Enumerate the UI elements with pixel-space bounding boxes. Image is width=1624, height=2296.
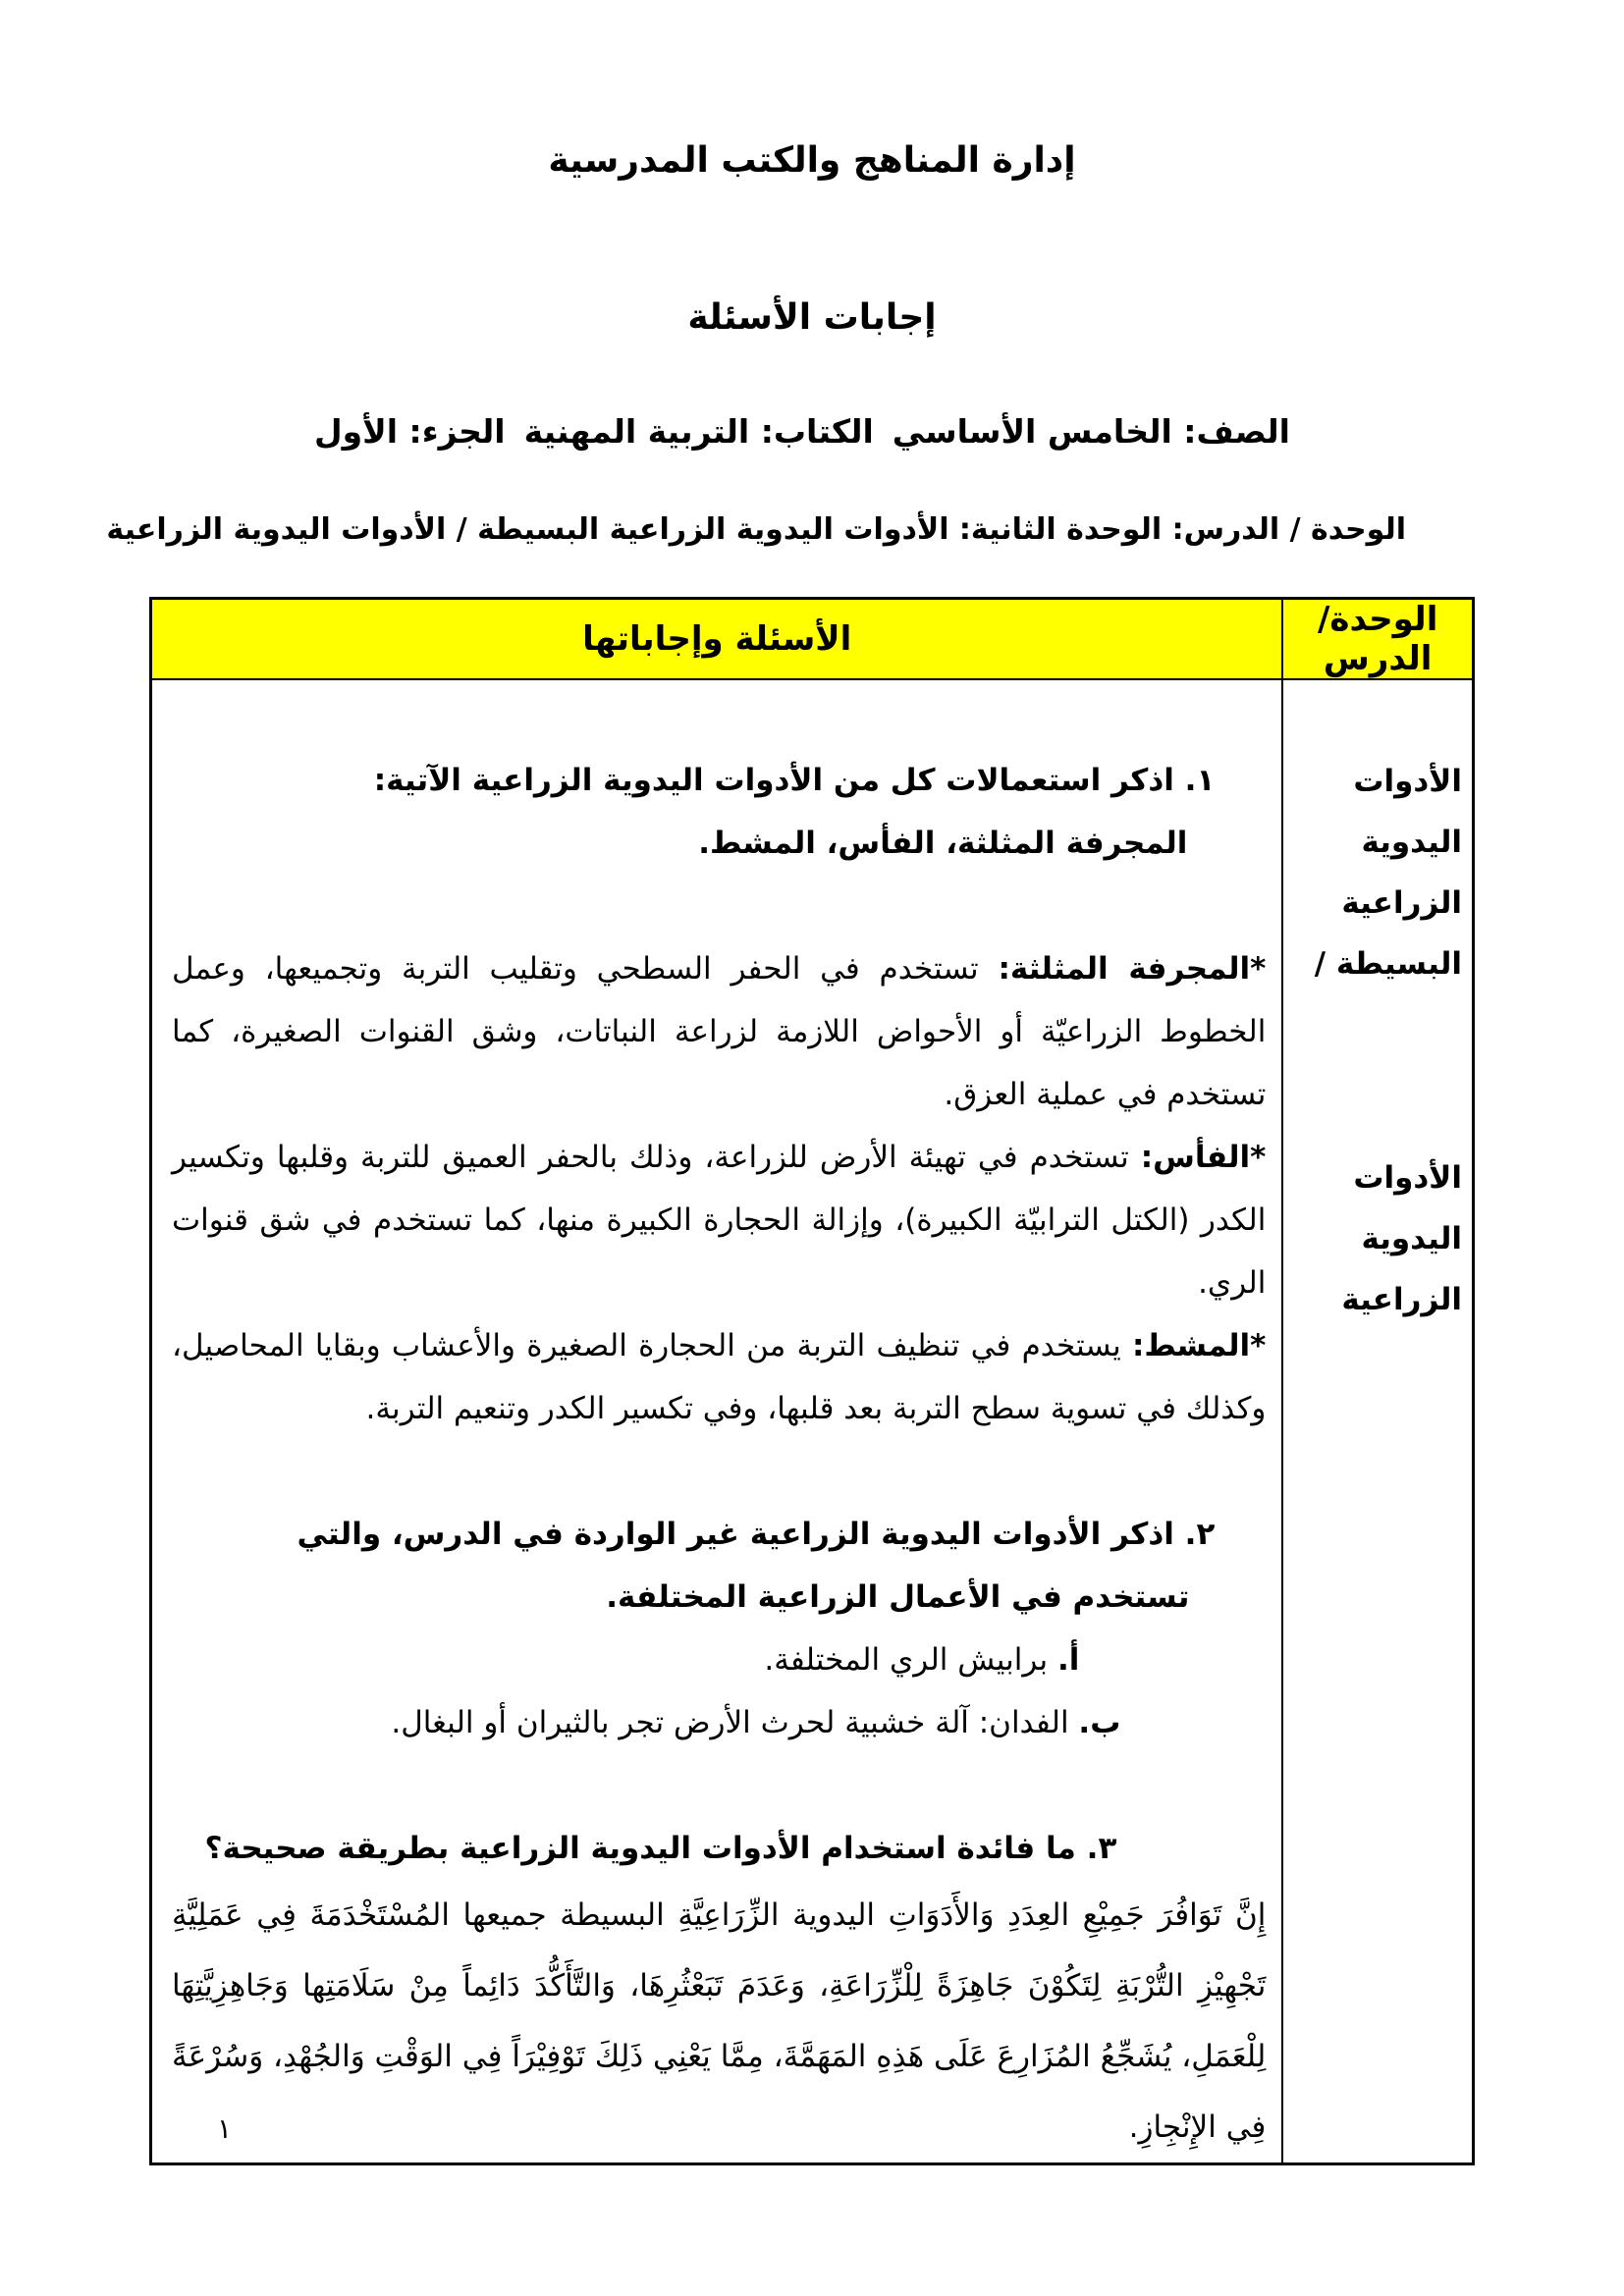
header-cell-questions: الأسئلة وإجاباتها: [151, 599, 1283, 680]
answer-text: تستخدم في الحفر السطحي وتقليب التربة وتجميعها، وعمل الخطوط الزراعيّة أو الأحواض اللازمة لزراعة النباتات، وشق القنوات الصغيرة، كما تستخدم في عملية العزق.: [172, 951, 1267, 1112]
unit-word: الزراعية: [1341, 885, 1462, 921]
questions-answers-table: [149, 597, 1475, 2165]
unit-cell-gap: [1289, 994, 1462, 1148]
unit-word: اليدوية: [1361, 1221, 1462, 1256]
meta-row: [314, 412, 1290, 451]
unit-word: اليدوية: [1361, 825, 1462, 860]
unit-word: الأدوات: [1353, 1160, 1462, 1196]
meta-part: الجزء: الأول: [314, 412, 506, 451]
table-body-row: [151, 679, 1474, 2164]
document-subtitle: إجابات الأسئلة: [687, 297, 937, 338]
unit-word: الزراعية: [1341, 1282, 1462, 1317]
header-cell-unit-lesson: الوحدة/الدرس: [1282, 599, 1473, 680]
page-number: ١: [216, 2112, 232, 2145]
answer-lead: *المشط:: [1131, 1328, 1267, 1363]
unit-word: البسيطة /: [1314, 946, 1462, 982]
answer-1-axe: [172, 1126, 1266, 1314]
unit-lesson-line: الوحدة / الدرس: الوحدة الثانية: الأدوات اليدوية الزراعية البسيطة / الأدوات اليدوية الزراعية: [106, 512, 1406, 547]
spacer: [172, 1440, 1266, 1503]
spacer: [172, 1754, 1266, 1817]
unit-word: الأدوات: [1353, 764, 1462, 799]
answer-1-rake: [172, 1314, 1266, 1440]
answer-lead: *الفأس:: [1140, 1140, 1267, 1175]
document-title: إدارة المناهج والكتب المدرسية: [548, 140, 1076, 181]
answer-text: يستخدم في تنظيف التربة من الحجارة الصغيرة والأعشاب وبقايا المحاصيل، وكذلك في تسوية سطح التربة بعد قلبها، وفي تكسير الكدر وتنعيم التربة.: [172, 1328, 1267, 1426]
question-1: ١. اذكر استعمالات كل من الأدوات اليدوية الزراعية الآتية:: [373, 763, 1216, 798]
questions-answers-cell: [151, 679, 1283, 2164]
question-1-tools-line: المجرفة المثلثة، الفأس، المشط.: [698, 826, 1188, 861]
spacer: [172, 875, 1266, 937]
meta-book: الكتاب: التربية المهنية: [523, 412, 874, 451]
answer-3-paragraph: إِنَّ تَوَافُرَ جَمِيْعِ العِدَدِ وَالأَدَوَاتِ اليدوية الزِّرَاعِيَّةِ البسيطة جميعها المُسْتَخْدَمَةَ فِي عَمَلِيَّةِ تَجْهِيْزِ التُّرْبَةِ لِتَكُوْنَ جَاهِزَةً لِلْزِّرَاعَةِ، وَعَدَمَ تَبَعْثُرِهَا، وَالتَّأَكُّدَ دَائِماً مِنْ سَلَامَتِها وَجَاهِزِيَّتِهَا لِلْعَمَلِ، يُشَجِّعُ المُزَارِعَ عَلَى هَذِهِ المَهَمَّةَ، مِمَّا يَعْنِي ذَلِكَ تَوْفِيْرَاً فِي الوَقْتِ وَالجُهْدِ، وَسُرْعَةً فِي الإِنْجِازِ.: [172, 1897, 1267, 2145]
table-header-row: [151, 599, 1474, 680]
answer-2-item-a: [172, 1629, 1266, 1691]
list-marker: أ.: [1056, 1642, 1080, 1678]
list-text: برابيش الري المختلفة.: [764, 1642, 1057, 1678]
question-2: ٢. اذكر الأدوات اليدوية الزراعية غير الواردة في الدرس، والتي تستخدم في الأعمال الزراعية المختلفة.: [297, 1517, 1216, 1615]
list-marker: ب.: [1078, 1705, 1121, 1740]
question-3: ٣. ما فائدة استخدام الأدوات اليدوية الزراعية بطريقة صحيحة؟: [204, 1831, 1117, 1866]
unit-lesson-cell: [1282, 679, 1473, 2164]
answer-1-shovel: [172, 937, 1266, 1126]
answer-2-item-b: [172, 1691, 1266, 1754]
meta-grade: الصف: الخامس الأساسي: [892, 412, 1290, 451]
answer-lead: *المجرفة المثلثة:: [998, 951, 1267, 987]
answer-text: تستخدم في تهيئة الأرض للزراعة، وذلك بالحفر العميق للتربة وقلبها وتكسير الكدر (الكتل الترابيّة الكبيرة)، وإزالة الحجارة الكبيرة منها، كما تستخدم في شق قنوات الري.: [172, 1140, 1267, 1301]
list-text: الفدان: آلة خشبية لحرث الأرض تجر بالثيران أو البغال.: [391, 1705, 1079, 1740]
